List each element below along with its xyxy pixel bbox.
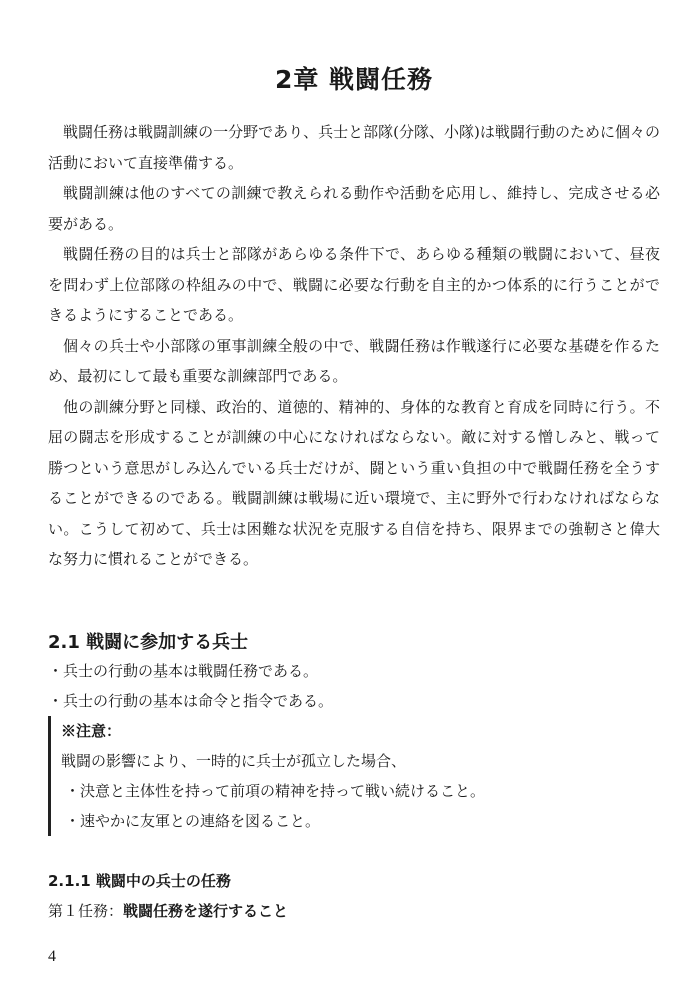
duty-label: 第１任務： [48, 902, 124, 920]
note-title: ※注意： [61, 722, 122, 740]
duty-text: 戦闘任務を遂行すること [123, 902, 289, 920]
page-number: 4 [48, 948, 56, 965]
paragraph: 個々の兵士や小部隊の軍事訓練全般の中で、戦闘任務は作戦遂行に必要な基礎を作るため、最初にして最も重要な訓練部門である。 [48, 336, 660, 385]
body-text [48, 117, 660, 575]
paragraph: 他の訓練分野と同様、政治的、道徳的、精神的、身体的な教育と育成を同時に行う。不屈の闘志を形成することが訓練の中心になければならない。敵に対する憎しみと、戦って勝つという意思がしみ込んでいる兵士だけが、闘という重い負担の中で戦闘任務を全うすることができるのである。戦闘訓練は戦場に近い環境で、主に野外で行わなければならない。こうして初めて、兵士は困難な状況を克服する自信を持ち、限界までの強靭さと偉大な努力に慣れることができる。 [48, 397, 660, 568]
bullet-item: ・兵士の行動の基本は戦闘任務である。 [48, 662, 319, 680]
section-bullet-list [48, 656, 660, 716]
chapter-title: 2章 戦闘任務 [274, 65, 434, 94]
paragraph: 戦闘訓練は他のすべての訓練で教えられる動作や活動を応用し、維持し、完成させる必要がある。 [48, 184, 660, 233]
subsection-heading: 2.1.1 戦闘中の兵士の任務 [48, 872, 231, 890]
paragraph: 戦闘任務は戦闘訓練の一分野であり、兵士と部隊(分隊、小隊)は戦闘行動のために個々の活動において直接準備する。 [48, 123, 660, 172]
note-bullet-item: ・決意と主体性を持って前項の精神を持って戦い続けること。 [65, 782, 486, 800]
note-text: 戦闘の影響により、一時的に兵士が孤立した場合、 [61, 752, 407, 770]
duty-line [48, 900, 288, 921]
section-heading: 2.1 戦闘に参加する兵士 [48, 632, 249, 653]
note-box [48, 716, 621, 836]
note-bullet-item: ・速やかに友軍との連絡を図ること。 [65, 812, 321, 830]
paragraph: 戦闘任務の目的は兵士と部隊があらゆる条件下で、あらゆる種類の戦闘において、昼夜を問わず上位部隊の枠組みの中で、戦闘に必要な行動を自主的かつ体系的に行うことができるようにすることである。 [48, 245, 660, 324]
bullet-item: ・兵士の行動の基本は命令と指令である。 [48, 692, 334, 710]
